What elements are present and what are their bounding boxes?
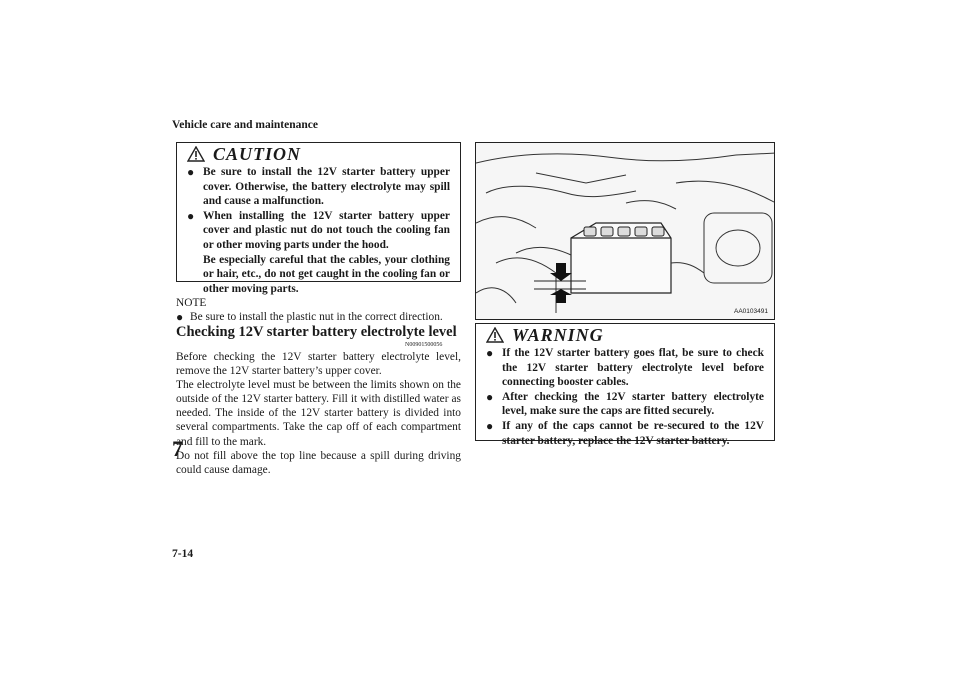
body-paragraph: Do not fill above the top line because a spill during driving could cause damage. <box>176 449 461 476</box>
warning-item-text: If the 12V starter battery goes flat, be sure to check the 12V starter battery electrolyte level before connecting booster cables. <box>502 347 764 389</box>
bullet-icon: ● <box>486 389 494 404</box>
battery-illustration <box>475 142 775 320</box>
body-paragraph: Before checking the 12V starter battery electrolyte level, remove the 12V starter battery’s upper cover. <box>176 351 461 378</box>
page-number: 7-14 <box>172 548 194 560</box>
warning-item-text: After checking the 12V starter battery electrolyte level, make sure the caps are fitted securely. <box>502 390 764 418</box>
caution-item-text: Be sure to install the 12V starter battery upper cover. Otherwise, the battery electrolyte may spill and cause a malfunction. <box>203 166 450 208</box>
warning-title <box>476 324 774 346</box>
warning-label: WARNING <box>512 324 604 345</box>
caution-item-text: When installing the 12V starter battery upper cover and plastic nut do not touch the cooling fan or other moving parts under the hood. <box>203 209 450 251</box>
body-paragraph: The electrolyte level must be between the limits shown on the outside of the 12V starter battery. Fill it with distilled water as needed. The inside of the 12V starter battery is divided into several compartments. Take the cap off of each compartment and fill to the mark. <box>176 379 461 448</box>
caution-label: CAUTION <box>213 143 302 164</box>
chapter-tab: 7 <box>172 436 183 461</box>
bullet-icon: ● <box>187 208 195 223</box>
warning-item <box>486 346 764 390</box>
section-body <box>176 350 461 477</box>
warning-triangle-icon <box>187 146 205 162</box>
level-arrows <box>550 263 572 303</box>
bullet-icon: ● <box>187 165 195 179</box>
warning-item <box>486 390 764 419</box>
note-item-text: Be sure to install the plastic nut in the correct direction. <box>190 311 443 323</box>
note-item <box>176 310 461 325</box>
bullet-icon: ● <box>486 346 494 360</box>
bullet-icon: ● <box>486 418 494 433</box>
caution-box <box>176 142 461 295</box>
figure-code: AA0103491 <box>734 308 768 315</box>
reference-code: N00901500056 <box>405 342 443 348</box>
caution-title <box>177 143 460 165</box>
note-label: NOTE <box>176 297 207 309</box>
caution-item <box>187 209 450 253</box>
bullet-icon: ● <box>176 310 184 324</box>
caution-item <box>187 165 450 209</box>
warning-box <box>475 323 775 447</box>
caution-item-continued <box>187 253 450 297</box>
caution-item-text: Be especially careful that the cables, your clothing or hair, etc., do not get caught in the cooling fan or other moving parts. <box>203 253 450 295</box>
warning-item-text: If any of the caps cannot be re-secured to the 12V starter battery, replace the 12V starter battery. <box>502 419 764 447</box>
engine-bay-drawing <box>476 143 775 320</box>
section-title: Checking 12V starter battery electrolyte level <box>176 324 457 340</box>
running-header: Vehicle care and maintenance <box>172 119 318 131</box>
warning-triangle-icon <box>486 327 504 343</box>
warning-item <box>486 419 764 448</box>
note <box>176 296 461 325</box>
